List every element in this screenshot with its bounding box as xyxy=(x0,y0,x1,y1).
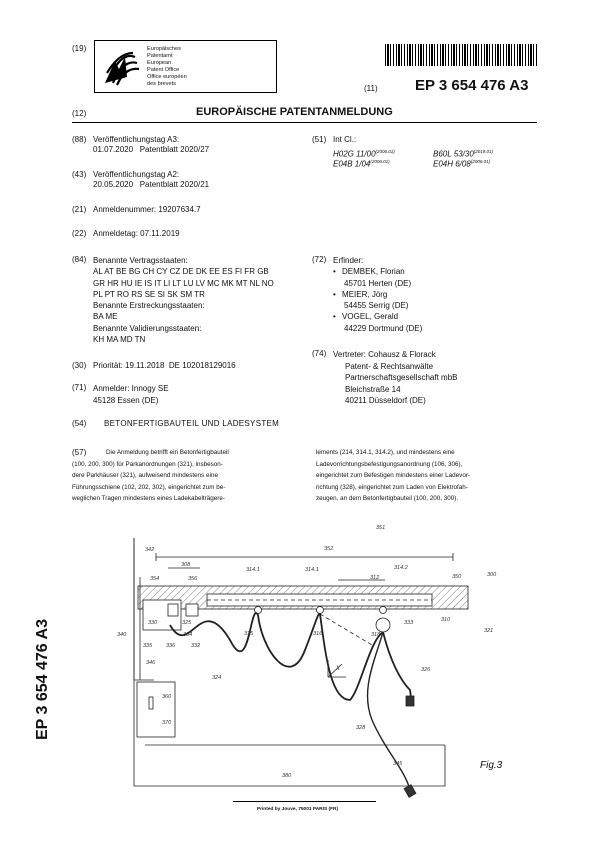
inventor-address: 44229 Dortmund (DE) xyxy=(344,323,423,333)
abstract-line: Führungsschiene (102, 202, 302), eingerichtet zum be- xyxy=(72,483,226,491)
figure-label: Fig.3 xyxy=(480,760,503,771)
abstract-line: Ladevorrichtungsbefestigungsanordnung (106, 306), xyxy=(316,460,463,468)
ref-label: 380 xyxy=(282,773,292,779)
abstract-line: zeugen, an dem Betonfertigbauteil (100, 200, 300). xyxy=(316,495,459,503)
application-number: Anmeldenummer: 19207634.7 xyxy=(93,205,201,214)
inid-84: (84) xyxy=(72,255,87,264)
inventor-name: MEIER, Jörg xyxy=(342,289,388,299)
ref-label: 346 xyxy=(146,660,156,666)
inid-43: (43) xyxy=(72,170,87,179)
org-line2: Patentamt xyxy=(147,52,173,59)
ref-label: 332 xyxy=(191,643,201,649)
inventor-address: 54455 Serrig (DE) xyxy=(344,301,409,311)
abstract-line: weglichen Tragen mindestens eines Ladekabelträgere- xyxy=(72,495,225,503)
ref-label: 325 xyxy=(182,620,192,626)
invention-title: BETONFERTIGBAUTEIL UND LADESYSTEM xyxy=(104,419,280,428)
inid-54: (54) xyxy=(72,419,87,428)
ref-label: 326 xyxy=(421,667,431,673)
class-code: H02G 11/00 xyxy=(333,149,376,159)
ref-label: 333 xyxy=(404,620,414,626)
representative-line: Vertreter: Cohausz & Florack xyxy=(333,350,436,359)
footer-rule xyxy=(233,801,376,802)
ref-label: 315 xyxy=(244,631,254,637)
inid-21: (21) xyxy=(72,205,87,214)
ref-label: 360 xyxy=(162,694,172,700)
inid-19: (19) xyxy=(72,44,87,53)
inid-51: (51) xyxy=(312,135,327,144)
abstract-line: Die Anmeldung betrifft ein Betonfertigbauteil xyxy=(106,449,229,456)
inid-72: (72) xyxy=(312,255,327,264)
org-line4: Patent Office xyxy=(147,66,180,73)
class-code: B60L 53/30 xyxy=(433,149,474,159)
representative-line: Patent- & Rechtsanwälte xyxy=(345,361,434,371)
inid-12: (12) xyxy=(72,109,87,118)
abstract-line: dere Parkhäuser (321), aufweisend mindestens eine xyxy=(72,472,218,480)
org-line5: Office européen xyxy=(147,73,187,80)
pub-date-a2-value: 20.05.2020 Patentblatt 2020/21 xyxy=(93,180,210,189)
states-line: PL PT RO RS SE SI SK SM TR xyxy=(93,289,205,299)
priority: Priorität: 19.11.2018 DE 102018129016 xyxy=(93,361,236,370)
inventors: Erfinder: • DEMBEK, Florian 45701 Herten (DE) • MEIER, Jörg 54455 Serrig (DE) • VOGEL, Gerald 44229 Dortmund (DE) xyxy=(333,256,423,333)
ref-label: 312 xyxy=(370,575,380,581)
representative-line: Partnerschaftsgesellschaft mbB xyxy=(345,373,458,382)
states-line: Benannte Validierungsstaaten: xyxy=(93,323,202,333)
ref-label: 328 xyxy=(356,725,366,731)
abstract-line: eingerichtet zum Befestigen mindestens einer Ladevor- xyxy=(316,472,471,480)
ref-label: 342 xyxy=(145,547,155,553)
abstract-line: lements (214, 314.1, 314.2), und mindestens eine xyxy=(316,449,455,456)
inid-74: (74) xyxy=(312,349,327,358)
ref-label: 318 xyxy=(371,632,381,638)
inid-57: (57) xyxy=(72,448,87,457)
inventor-address: 45701 Herten (DE) xyxy=(344,278,412,288)
ref-label: 308 xyxy=(181,562,191,568)
states-line: BA ME xyxy=(93,312,118,322)
class-version: (2006.01) xyxy=(370,159,390,164)
pub-date-a3-label: Veröffentlichungstag A3: xyxy=(93,135,180,144)
ref-label: 316 xyxy=(313,631,323,637)
representative-line: 40211 Düsseldorf (DE) xyxy=(345,396,426,405)
ref-label: 324 xyxy=(212,675,222,681)
class-code: E04H 6/08 xyxy=(433,159,471,169)
ref-label: 334 xyxy=(183,632,193,638)
pub-date-a3-value: 01.07.2020 Patentblatt 2020/27 xyxy=(93,145,210,154)
states-line: Benannte Vertragsstaaten: xyxy=(93,256,188,265)
publication-number: EP 3 654 476 A3 xyxy=(415,77,529,94)
class-version: (2006.01) xyxy=(470,159,491,164)
printer-note: Printed by Jouve, 75001 PARIS (FR) xyxy=(256,807,339,812)
states-line: KH MA MD TN xyxy=(93,335,146,345)
inventor-name: DEMBEK, Florian xyxy=(342,267,405,277)
applicant: Anmelder: Innogy SE xyxy=(93,384,169,393)
inid-88: (88) xyxy=(72,135,87,144)
states-line: AL AT BE BG CH CY CZ DE DK EE ES FI FR GB xyxy=(93,267,269,277)
class-version: (2019.01) xyxy=(473,149,494,154)
ref-label: 350 xyxy=(452,574,462,580)
ref-label: 314.1 xyxy=(305,567,319,573)
org-line3: European xyxy=(147,59,172,66)
ref-label: 336 xyxy=(166,643,176,649)
representative-line: Bleichstraße 14 xyxy=(345,384,401,394)
ref-label: 354 xyxy=(150,576,160,582)
ref-label: 314.1 xyxy=(246,567,260,573)
inid-30: (30) xyxy=(72,361,87,370)
states-line: Benannte Erstreckungsstaaten: xyxy=(93,301,205,311)
axis-label: x xyxy=(336,663,340,672)
pub-date-a2-label: Veröffentlichungstag A2: xyxy=(93,170,180,179)
document-type: EUROPÄISCHE PATENTANMELDUNG xyxy=(196,106,393,118)
abstract-line: (100, 200, 300) für Parkanordnungen (321), insbeson- xyxy=(72,460,223,468)
inid-11: (11) xyxy=(364,84,378,93)
int-cl-label: Int Cl.: xyxy=(333,135,357,144)
side-publication-number: EP 3 654 476 A3 xyxy=(34,619,51,740)
org-line6: des brevets xyxy=(147,80,176,87)
ref-label: 335 xyxy=(143,643,153,649)
ref-label: 340 xyxy=(117,632,127,638)
applicant-address: 45128 Essen (DE) xyxy=(93,396,159,405)
class-code: E04B 1/04 xyxy=(333,159,371,169)
ref-label: 345 xyxy=(393,761,403,767)
ref-label: 351 xyxy=(376,525,386,531)
states-line: GR HR HU IE IS IT LI LT LU LV MC MK MT NL NO xyxy=(93,278,274,288)
ref-label: 370 xyxy=(162,720,172,726)
ref-label: 314.2 xyxy=(394,565,408,571)
inventor-name: VOGEL, Gerald xyxy=(342,312,399,322)
inid-71: (71) xyxy=(72,383,87,392)
inventors-label: Erfinder: xyxy=(333,256,364,265)
ref-label: 356 xyxy=(188,576,198,582)
ref-label: 352 xyxy=(324,546,334,552)
filing-date: Anmeldetag: 07.11.2019 xyxy=(93,229,180,238)
ref-label: 321 xyxy=(484,628,494,634)
org-line1: Europäisches xyxy=(147,46,181,52)
abstract-line: richtung (328), eingerichtet zum Laden von Elektrofah- xyxy=(316,483,468,491)
ref-label: 310 xyxy=(441,617,451,623)
ref-label: 300 xyxy=(487,572,497,578)
inid-22: (22) xyxy=(72,229,87,238)
ref-label: 330 xyxy=(148,620,158,626)
class-version: (2006.01) xyxy=(375,149,395,154)
